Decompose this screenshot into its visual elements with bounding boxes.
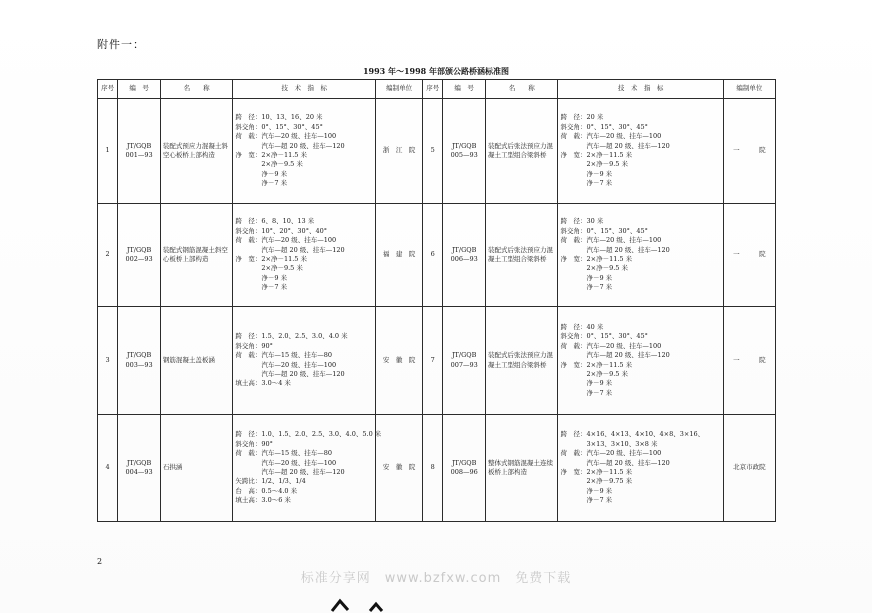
spec-line: 跨 径：1.5、2.0、2.5、3.0、4.0 米	[235, 332, 348, 341]
spec-line: 2×净－9.75 米	[560, 477, 633, 486]
spec-line: 净－7 米	[235, 283, 288, 292]
seq-cell: 6	[423, 204, 443, 307]
spec-line: 3×13、3×10、3×8 米	[560, 439, 658, 448]
spec-line: 净－9 米	[560, 273, 613, 282]
unit-cell: 福 建 院	[376, 204, 423, 307]
name-cell: 石拱涵	[160, 415, 232, 522]
code-line: JT/GQB	[451, 458, 477, 467]
col-header-unit-left: 编制单位	[376, 80, 423, 99]
unit-cell: 一 院	[723, 307, 775, 415]
spec-line: 汽车—超 20 级、挂车—120	[560, 245, 670, 254]
name-cell: 装配式后张法预应力混凝土工型组合梁斜桥	[486, 307, 558, 415]
code-line: 001—93	[125, 151, 153, 159]
col-header-code-left: 编 号	[118, 80, 161, 99]
spec-line: 跨 径：40 米	[560, 322, 604, 331]
spec-line: 汽车—超 20 级、挂车—120	[235, 369, 345, 378]
spec-line: 汽车—超 20 级、挂车—120	[235, 468, 345, 476]
name-cell: 钢筋混凝土盖板涵	[160, 307, 232, 415]
code-line: JT/GQB	[126, 458, 152, 467]
unit-cell: 一 院	[723, 99, 775, 204]
seq-cell: 7	[423, 307, 443, 415]
spec-line: 净－7 米	[560, 283, 613, 292]
spec-line: 台 高：0.5～4.0 米	[235, 486, 298, 495]
scan-edge-mark	[330, 598, 390, 612]
code-line: JT/GQB	[126, 141, 152, 150]
spec-line: 净 宽：2×净－11.5 米	[235, 255, 307, 263]
table-row	[98, 307, 776, 415]
spec-line: 2×净－9.5 米	[235, 264, 303, 273]
spec-cell	[558, 99, 723, 204]
code-line: 006—93	[450, 255, 478, 263]
page-number: 2	[97, 557, 103, 566]
spec-line: 荷 载：汽车—20 级、挂车—100	[235, 132, 337, 141]
code-line: 002—93	[125, 255, 153, 263]
spec-cell	[233, 307, 376, 415]
spec-line: 跨 径：6、8、10、13 米	[235, 217, 315, 226]
spec-line: 净－7 米	[235, 179, 288, 188]
spec-cell	[233, 415, 382, 522]
spec-line: 斜交角：90°	[235, 439, 273, 448]
col-header-spec-left: 技 术 指 标	[233, 80, 376, 99]
spec-line: 净－7 米	[560, 496, 613, 505]
code-line: JT/GQB	[126, 351, 152, 360]
standards-table	[97, 79, 776, 522]
table-row	[98, 204, 776, 307]
name-cell: 装配式后张法预应力混凝土工型组合梁斜桥	[486, 204, 558, 307]
table-row	[98, 99, 776, 204]
spec-line: 净－9 米	[560, 379, 613, 388]
code-cell	[443, 99, 486, 204]
spec-line: 荷 载：汽车—15 级、挂车—80	[235, 351, 332, 360]
spec-line: 跨 径：20 米	[560, 113, 604, 122]
code-cell	[118, 415, 161, 522]
spec-line: 汽车—超 20 级、挂车—120	[235, 141, 345, 150]
name-cell: 装配式预应力混凝土斜空心板桥上部构造	[160, 99, 232, 204]
spec-line: 斜交角：90°	[235, 341, 273, 350]
spec-cell	[233, 204, 376, 307]
spec-line: 跨 径：30 米	[560, 217, 604, 226]
spec-cell	[558, 307, 723, 415]
spec-line: 2×净－9.5 米	[560, 369, 628, 378]
col-header-name-right: 名 称	[486, 80, 558, 99]
table-title: 1993 年～1998 年部颁公路桥涵标准图	[362, 66, 510, 76]
seq-cell: 4	[98, 415, 118, 522]
spec-line: 汽车—20 级、挂车—100	[235, 458, 337, 467]
code-cell	[443, 307, 486, 415]
spec-line: 净 宽：2×净－11.5 米	[560, 468, 633, 476]
unit-cell: 安 徽 院	[376, 415, 423, 522]
code-cell	[443, 204, 486, 307]
spec-line: 填土高：3.0～4 米	[235, 379, 291, 388]
spec-line: 斜交角：0°、15°、30°、45°	[560, 332, 648, 341]
col-header-name-left: 名 称	[160, 80, 232, 99]
spec-line: 净－9 米	[560, 169, 613, 178]
watermark: 标准分享网 www.bzfxw.com 免费下载	[300, 571, 572, 586]
code-line: 003—93	[125, 360, 153, 369]
seq-cell: 1	[98, 99, 118, 204]
spec-cell	[558, 204, 723, 307]
table-row	[98, 415, 776, 522]
col-header-code-right: 编 号	[443, 80, 486, 99]
unit-cell: 安 徽 院	[376, 307, 423, 415]
spec-line: 2×净－9.5 米	[560, 160, 628, 169]
spec-line: 汽车—超 20 级、挂车—120	[235, 245, 345, 254]
spec-line: 净 宽：2×净－11.5 米	[560, 255, 633, 263]
spec-line: 汽车—超 20 级、挂车—120	[560, 141, 670, 150]
spec-line: 净－7 米	[560, 179, 613, 188]
spec-cell	[233, 99, 376, 204]
seq-cell: 5	[423, 99, 443, 204]
spec-line: 斜交角：0°、15°、30°、45°	[560, 122, 648, 131]
spec-line: 2×净－9.5 米	[560, 264, 628, 273]
spec-line: 净－9 米	[560, 486, 613, 495]
spec-line: 汽车—20 级、挂车—100	[235, 360, 337, 369]
seq-cell: 2	[98, 204, 118, 307]
spec-line: 净 宽：2×净－11.5 米	[560, 360, 633, 369]
code-cell	[118, 307, 161, 415]
spec-line: 汽车—超 20 级、挂车—120	[560, 351, 670, 360]
code-line: 004—93	[125, 468, 153, 476]
code-line: JT/GQB	[126, 245, 152, 254]
spec-line: 荷 载：汽车—20 级、挂车—100	[560, 341, 662, 350]
code-line: 005—93	[450, 151, 478, 159]
code-line: JT/GQB	[451, 351, 477, 360]
code-line: JT/GQB	[451, 245, 477, 254]
spec-line: 跨 径：10、13、16、20 米	[235, 113, 323, 122]
seq-cell: 3	[98, 307, 118, 415]
code-cell	[118, 99, 161, 204]
spec-line: 斜交角：0°、15°、30°、45°	[560, 226, 648, 235]
spec-line: 跨 径：1.0、1.5、2.0、2.5、3.0、4.0、5.0 米	[235, 430, 382, 439]
code-line: JT/GQB	[451, 141, 477, 150]
code-line: 007—93	[450, 360, 478, 369]
spec-line: 填土高：3.0～6 米	[235, 496, 291, 505]
col-header-seq-right: 序号	[423, 80, 443, 99]
unit-cell: 北京市政院	[723, 415, 775, 522]
code-cell	[443, 415, 486, 522]
spec-line: 净－9 米	[235, 273, 288, 282]
spec-line: 斜交角：0°、15°、30°、45°	[235, 122, 323, 131]
spec-line: 荷 载：汽车—20 级、挂车—100	[560, 132, 662, 141]
attachment-label: 附件一：	[97, 38, 145, 51]
spec-line: 净－7 米	[560, 388, 613, 397]
spec-line: 矢跨比：1/2、1/3、1/4	[235, 477, 306, 486]
spec-line: 荷 载：汽车—20 级、挂车—100	[560, 236, 662, 245]
name-cell: 装配式钢筋混凝土斜空心板桥上部构造	[160, 204, 232, 307]
spec-line: 斜交角：10°、20°、30°、40°	[235, 226, 327, 235]
spec-line: 汽车—超 20 级、挂车—120	[560, 458, 670, 467]
spec-cell	[558, 415, 723, 522]
spec-line: 荷 载：汽车—20 级、挂车—100	[560, 449, 662, 458]
name-cell: 装配式后张法预应力混凝土工型组合梁斜桥	[486, 99, 558, 204]
spec-line: 2×净－9.5 米	[235, 160, 303, 169]
seq-cell: 8	[423, 415, 443, 522]
unit-cell: 浙 江 院	[376, 99, 423, 204]
code-line: 008—96	[450, 468, 478, 476]
name-cell: 整体式钢筋混凝土连续板桥上部构造	[486, 415, 558, 522]
spec-line: 跨 径：4×16、4×13、4×10、4×8、3×16、	[560, 430, 705, 439]
spec-line: 净 宽：2×净－11.5 米	[560, 151, 633, 159]
code-cell	[118, 204, 161, 307]
spec-line: 荷 载：汽车—15 级、挂车—80	[235, 449, 332, 458]
table-header-row	[98, 80, 776, 99]
spec-line: 荷 载：汽车—20 级、挂车—100	[235, 236, 337, 245]
col-header-spec-right: 技 术 指 标	[558, 80, 723, 99]
col-header-seq-left: 序号	[98, 80, 118, 99]
spec-line: 净－9 米	[235, 169, 288, 178]
col-header-unit-right: 编制单位	[723, 80, 775, 99]
unit-cell: 一 院	[723, 204, 775, 307]
spec-line: 净 宽：2×净－11.5 米	[235, 151, 307, 159]
